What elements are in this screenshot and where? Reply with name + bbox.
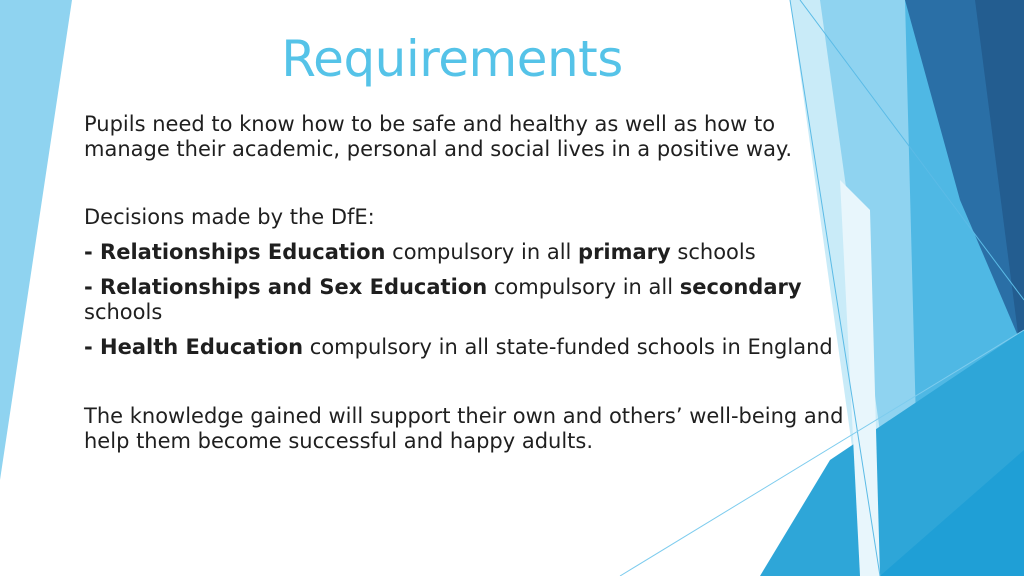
item-name: Relationships Education [100,240,386,264]
item-text-end: schools [670,240,756,264]
item-name: Health Education [100,335,304,359]
item-prefix: - [84,335,101,359]
decisions-heading: Decisions made by the DfE: [84,205,375,229]
slide-title: Requirements [281,30,623,88]
item-text: compulsory in all [385,240,579,264]
item-text-end: schools [84,300,163,324]
list-item [84,275,844,325]
item-text: compulsory in all [487,275,680,299]
closing-paragraph: The knowledge gained will support their own and others’ well-being and help them become successful and happy adults. [84,404,844,453]
item-prefix: - [84,275,101,299]
item-scope: primary [578,240,671,264]
item-scope: secondary [679,275,802,299]
item-prefix: - [84,240,101,264]
item-text: compulsory in all state-funded schools in England [303,335,833,359]
list-item [84,240,844,265]
slide-body [84,112,844,454]
item-name: Relationships and Sex Education [100,275,488,299]
list-item [84,335,844,360]
intro-paragraph: Pupils need to know how to be safe and healthy as well as how to manage their academic, personal and social lives in a positive way. [84,112,793,161]
